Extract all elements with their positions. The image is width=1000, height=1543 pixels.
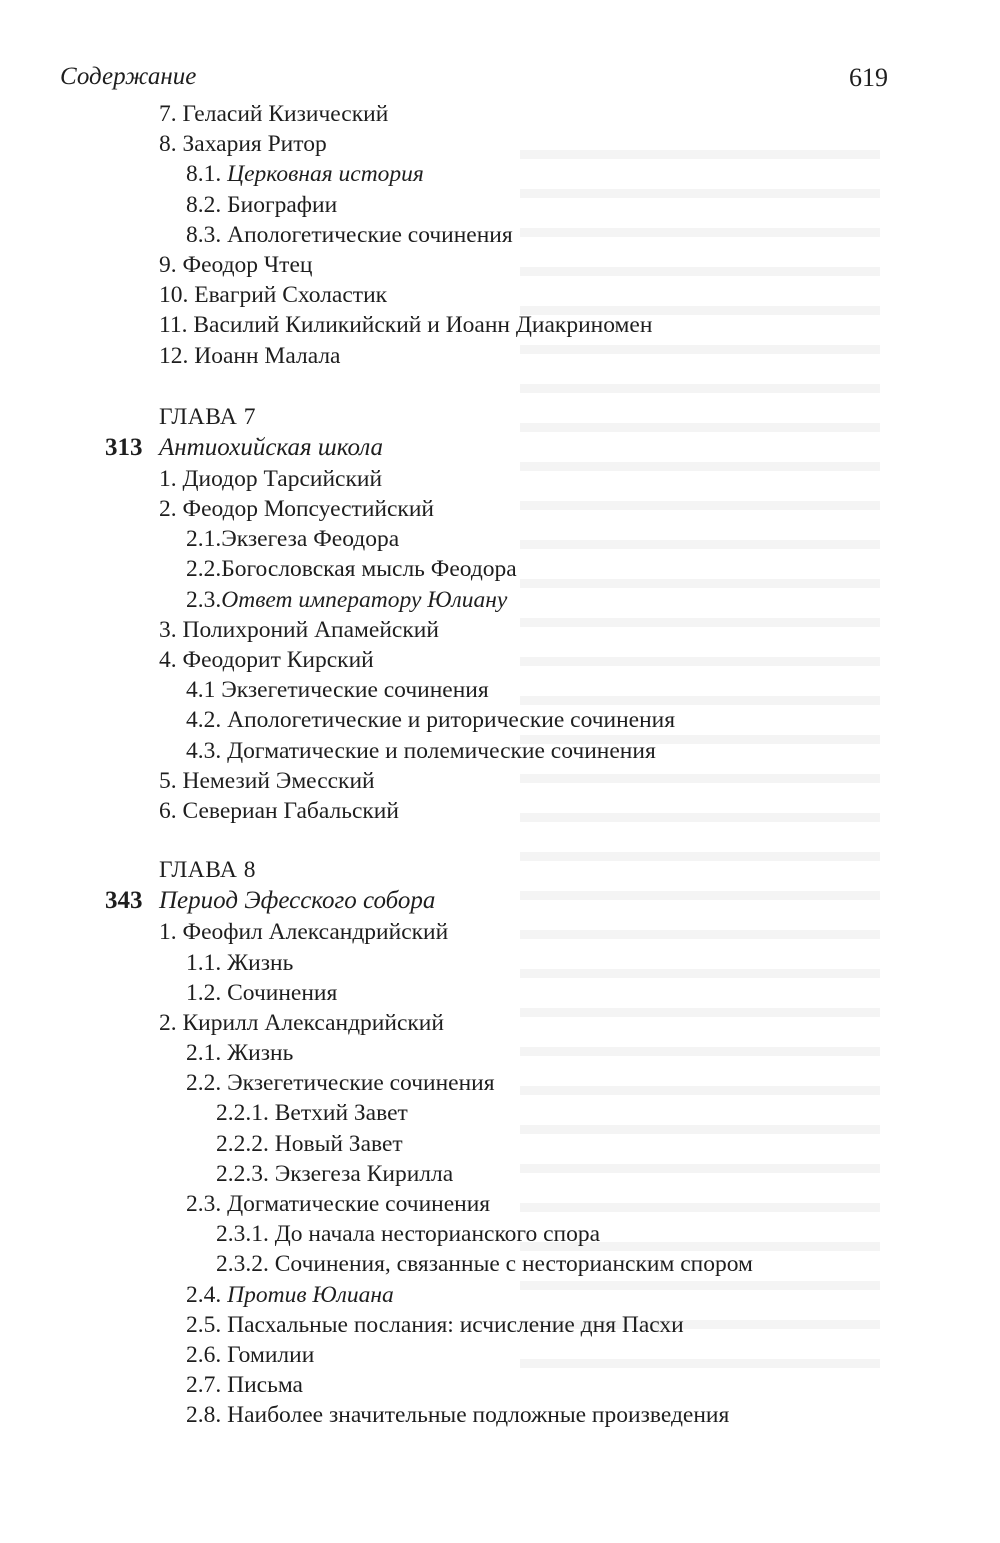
- toc-entry-text: 2.5. Пасхальные послания: исчисление дня Пасхи: [186, 1311, 684, 1338]
- toc-entry-text: 2.3.2. Сочинения, связанные с несторианским спором: [216, 1251, 753, 1278]
- toc-entry: [0, 524, 1000, 554]
- toc-entry-text: 2.1. Жизнь: [186, 1040, 294, 1067]
- toc-entry: [0, 554, 1000, 584]
- toc-top-entries: [0, 99, 1000, 371]
- chapter-8-label: ГЛАВА 8: [159, 857, 257, 884]
- toc-entry-text: 2.4.: [186, 1281, 228, 1308]
- toc-entry-text: 2.8. Наиболее значительные подложные произведения: [186, 1402, 730, 1429]
- toc-entry: [0, 1249, 1000, 1279]
- table-of-contents: [0, 99, 1000, 1431]
- toc-entry: [0, 1280, 1000, 1310]
- toc-entry: [0, 1159, 1000, 1189]
- toc-entry: [0, 1340, 1000, 1370]
- toc-entry: [0, 736, 1000, 766]
- chapter-7-label: ГЛАВА 7: [159, 403, 257, 430]
- toc-entry: [0, 585, 1000, 615]
- toc-entry: [0, 99, 1000, 129]
- toc-entry-text: 8.3. Апологетические сочинения: [186, 221, 513, 248]
- toc-entry-text: 10. Евагрий Схоластик: [159, 282, 388, 309]
- toc-entry-text: 2.2.2. Новый Завет: [216, 1130, 403, 1157]
- toc-entry-text: 4.2. Апологетические и риторические сочинения: [186, 707, 676, 734]
- chapter-8-page: 343: [105, 887, 143, 915]
- toc-entry-text: 2.3.: [186, 586, 222, 613]
- chapter-8-title: Период Эфесского собора: [159, 887, 436, 915]
- toc-entry: [0, 250, 1000, 280]
- toc-entry-italic-title: Церковная история: [227, 161, 424, 188]
- toc-entry: [0, 464, 1000, 494]
- toc-entry-text: 9. Феодор Чтец: [159, 251, 313, 278]
- toc-entry-text: 2.2. Экзегетические сочинения: [186, 1070, 495, 1097]
- toc-entry-text: 8.2. Биографии: [186, 191, 338, 218]
- toc-entry: [0, 1068, 1000, 1098]
- toc-entry-text: 2. Феодор Мопсуестийский: [159, 496, 434, 523]
- toc-entry: [0, 129, 1000, 159]
- toc-entry-text: 4.1 Экзегетические сочинения: [186, 677, 489, 704]
- toc-entry: [0, 948, 1000, 978]
- toc-entry: [0, 310, 1000, 340]
- toc-entry-text: 2.7. Письма: [186, 1372, 303, 1399]
- toc-entry: [0, 1098, 1000, 1128]
- toc-entry-text: 5. Немезий Эмесский: [159, 767, 375, 794]
- toc-entry-text: 6. Севериан Габальский: [159, 797, 399, 824]
- toc-entry-text: 1.1. Жизнь: [186, 949, 294, 976]
- toc-entry-text: 1. Диодор Тарсийский: [159, 465, 383, 492]
- chapter-7-title: Антиохийская школа: [159, 433, 384, 461]
- toc-entry: [0, 615, 1000, 645]
- toc-entry-text: 8. Захария Ритор: [159, 131, 327, 158]
- toc-entry-text: 2. Кирилл Александрийский: [159, 1009, 444, 1036]
- toc-entry-text: 8.1.: [186, 161, 228, 188]
- toc-entry: [0, 159, 1000, 189]
- toc-entry-italic-title: Ответ императору Юлиану: [221, 586, 508, 613]
- toc-entry-text: 7. Геласий Кизический: [159, 101, 389, 127]
- toc-entry-text: 4.3. Догматические и полемические сочинения: [186, 737, 656, 764]
- toc-entry: [0, 705, 1000, 735]
- toc-entry: [0, 1400, 1000, 1430]
- toc-entry: [0, 645, 1000, 675]
- toc-entry-text: 11. Василий Киликийский и Иоанн Диакриномен: [159, 312, 653, 339]
- chapter-8-entries: [0, 917, 1000, 1430]
- toc-entry: [0, 1129, 1000, 1159]
- chapter-8-heading: [0, 885, 1000, 917]
- toc-entry-text: 4. Феодорит Кирский: [159, 647, 374, 673]
- toc-entry: [0, 1008, 1000, 1038]
- toc-entry-italic-title: Против Юлиана: [227, 1281, 394, 1308]
- toc-entry-text: 2.3.1. До начала несторианского спора: [216, 1221, 601, 1248]
- toc-entry: [0, 220, 1000, 250]
- toc-entry: [0, 190, 1000, 220]
- toc-entry: [0, 675, 1000, 705]
- running-head: Содержание: [60, 63, 197, 90]
- toc-entry: [0, 917, 1000, 947]
- toc-entry: [0, 280, 1000, 310]
- toc-entry: [0, 341, 1000, 371]
- toc-entry: [0, 978, 1000, 1008]
- toc-entry-text: 2.2.Богословская мысль Феодора: [186, 556, 517, 583]
- toc-entry-text: 2.2.3. Экзегеза Кирилла: [216, 1160, 454, 1187]
- toc-entry-text: 1. Феофил Александрийский: [159, 919, 449, 946]
- toc-entry: [0, 766, 1000, 796]
- toc-entry: [0, 494, 1000, 524]
- toc-entry: [0, 1219, 1000, 1249]
- toc-entry: [0, 1310, 1000, 1340]
- toc-entry-text: 12. Иоанн Малала: [159, 342, 341, 369]
- toc-entry-text: 2.1.Экзегеза Феодора: [186, 526, 400, 553]
- toc-entry-text: 3. Полихроний Апамейский: [159, 616, 439, 643]
- chapter-7-page: 313: [105, 433, 143, 461]
- toc-entry: [0, 1038, 1000, 1068]
- chapter-7-entries: [0, 464, 1000, 826]
- toc-entry-text: 2.3. Догматические сочинения: [186, 1191, 491, 1217]
- toc-entry: [0, 796, 1000, 826]
- toc-entry-text: 1.2. Сочинения: [186, 979, 338, 1006]
- page-number: 619: [849, 63, 888, 92]
- toc-entry-text: 2.2.1. Ветхий Завет: [216, 1100, 408, 1127]
- chapter-7-heading: [0, 432, 1000, 464]
- toc-entry: [0, 1189, 1000, 1219]
- toc-entry-text: 2.6. Гомилии: [186, 1341, 315, 1368]
- toc-entry: [0, 1370, 1000, 1400]
